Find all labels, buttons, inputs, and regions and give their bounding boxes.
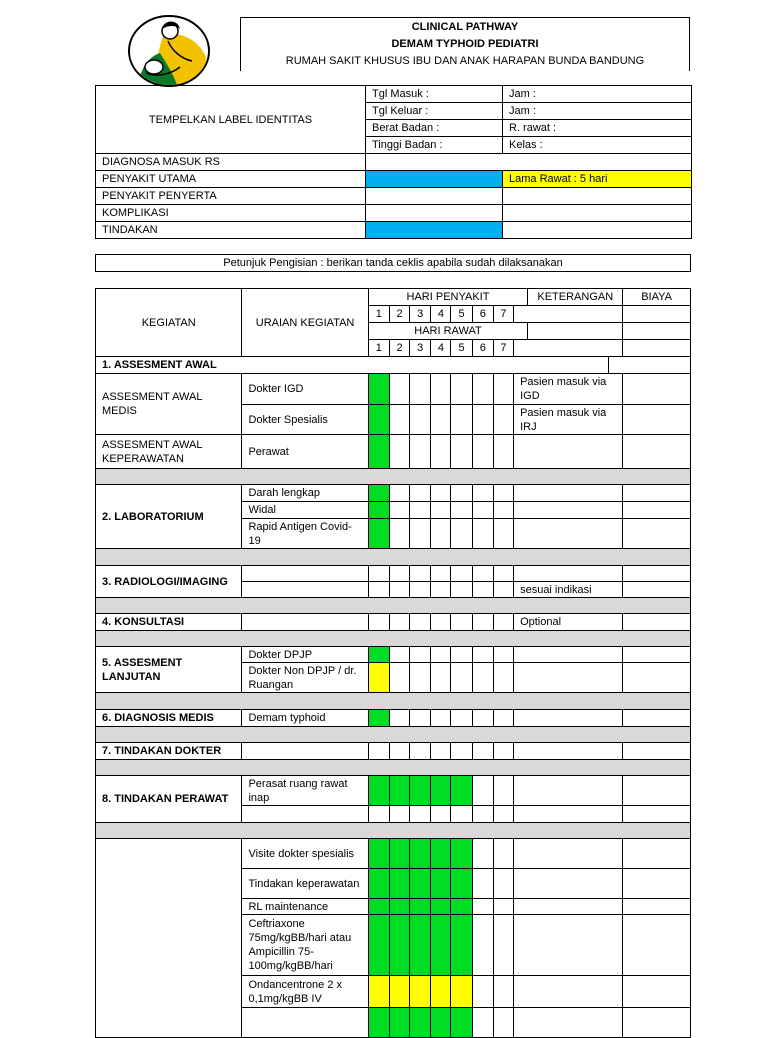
tindakan-field[interactable] — [366, 222, 503, 239]
check-cell[interactable] — [451, 374, 472, 405]
check-cell[interactable] — [431, 374, 451, 405]
uraian-cell[interactable] — [242, 566, 368, 582]
check-cell[interactable] — [451, 405, 472, 435]
check-cell[interactable] — [431, 915, 451, 976]
hospital-logo — [128, 15, 210, 87]
check-cell[interactable] — [472, 839, 493, 869]
check-cell[interactable] — [472, 502, 493, 519]
check-cell[interactable] — [451, 710, 472, 727]
section-terapi-empty — [96, 839, 242, 1038]
check-cell[interactable] — [451, 839, 472, 869]
check-cell[interactable] — [368, 405, 389, 435]
hari-rawat-header: HARI RAWAT — [368, 323, 528, 340]
col-uraian-header: URAIAN KEGIATAN — [242, 289, 368, 357]
hr-day-7: 7 — [493, 340, 513, 357]
keterangan-cell[interactable] — [514, 435, 623, 469]
biaya-cell[interactable] — [623, 710, 691, 727]
check-cell[interactable] — [431, 502, 451, 519]
section-assesment-awal: 1. ASSESMENT AWAL — [96, 357, 609, 374]
check-cell[interactable] — [472, 743, 493, 760]
diagnosa-masuk-field[interactable] — [366, 154, 692, 171]
check-cell[interactable] — [389, 1008, 409, 1038]
check-cell[interactable] — [368, 976, 389, 1008]
check-cell[interactable] — [493, 519, 513, 549]
check-cell[interactable] — [472, 976, 493, 1008]
biaya-cell[interactable] — [623, 806, 691, 823]
keterangan-cell[interactable] — [514, 663, 623, 693]
check-cell[interactable] — [451, 502, 472, 519]
check-cell[interactable] — [493, 405, 513, 435]
hr-day-biaya-empty — [623, 340, 691, 357]
check-cell[interactable] — [451, 776, 472, 806]
check-cell[interactable] — [368, 776, 389, 806]
check-cell[interactable] — [431, 743, 451, 760]
separator-row — [96, 631, 691, 647]
check-cell[interactable] — [431, 663, 451, 693]
hp-day-2: 2 — [389, 306, 409, 323]
biaya-cell[interactable] — [623, 582, 691, 598]
check-cell[interactable] — [389, 915, 409, 976]
check-cell[interactable] — [368, 374, 389, 405]
check-cell[interactable] — [493, 614, 513, 631]
check-cell[interactable] — [410, 899, 431, 915]
keterangan-cell[interactable] — [514, 839, 623, 869]
document-subtitle: DEMAM TYPHOID PEDIATRI — [391, 38, 539, 50]
check-cell[interactable] — [368, 614, 389, 631]
check-cell[interactable] — [493, 869, 513, 899]
check-cell[interactable] — [410, 806, 431, 823]
check-cell[interactable] — [368, 839, 389, 869]
check-cell[interactable] — [451, 1008, 472, 1038]
check-cell[interactable] — [410, 869, 431, 899]
check-cell[interactable] — [389, 663, 409, 693]
check-cell[interactable] — [368, 899, 389, 915]
section-diagnosis-medis: 6. DIAGNOSIS MEDIS — [96, 710, 242, 727]
section-assesment-awal-empty — [609, 357, 691, 374]
separator-row — [96, 693, 691, 710]
check-cell[interactable] — [410, 1008, 431, 1038]
check-cell[interactable] — [368, 519, 389, 549]
check-cell[interactable] — [410, 502, 431, 519]
check-cell[interactable] — [472, 405, 493, 435]
visite-dokter-label: Visite dokter spesialis — [242, 839, 368, 869]
check-cell[interactable] — [368, 485, 389, 502]
perasat-label: Perasat ruang rawat inap — [242, 776, 368, 806]
hp-biaya-empty — [623, 306, 691, 323]
check-cell[interactable] — [493, 435, 513, 469]
keterangan-irj: Pasien masuk via IRJ — [514, 405, 623, 435]
check-cell[interactable] — [493, 839, 513, 869]
check-cell[interactable] — [368, 806, 389, 823]
check-cell[interactable] — [389, 566, 409, 582]
check-cell[interactable] — [493, 776, 513, 806]
check-cell[interactable] — [493, 485, 513, 502]
biaya-cell[interactable] — [623, 743, 691, 760]
check-cell[interactable] — [493, 976, 513, 1008]
kelas-field[interactable]: Kelas : — [503, 137, 692, 154]
check-cell[interactable] — [431, 899, 451, 915]
section-radiologi: 3. RADIOLOGI/IMAGING — [96, 566, 242, 598]
section-tindakan-dokter: 7. TINDAKAN DOKTER — [96, 743, 242, 760]
check-cell[interactable] — [451, 743, 472, 760]
uraian-cell[interactable] — [242, 743, 368, 760]
assesment-awal-keperawatan-label: ASSESMENT AWAL KEPERAWATAN — [96, 435, 242, 469]
uraian-cell[interactable] — [242, 614, 368, 631]
keterangan-cell[interactable] — [514, 869, 623, 899]
hp-day-4: 4 — [431, 306, 451, 323]
check-cell[interactable] — [451, 869, 472, 899]
col-kegiatan-header: KEGIATAN — [96, 289, 242, 357]
hp-day-6: 6 — [472, 306, 493, 323]
tindakan-label: TINDAKAN — [96, 222, 366, 239]
komplikasi-field[interactable] — [366, 205, 503, 222]
check-cell[interactable] — [410, 614, 431, 631]
check-cell[interactable] — [472, 582, 493, 598]
hari-penyakit-header: HARI PENYAKIT — [368, 289, 528, 306]
berat-badan-field[interactable]: Berat Badan : — [366, 120, 503, 137]
jam-masuk-field[interactable]: Jam : — [503, 86, 692, 103]
keterangan-cell[interactable] — [514, 743, 623, 760]
check-cell[interactable] — [410, 976, 431, 1008]
check-cell[interactable] — [389, 776, 409, 806]
check-cell[interactable] — [431, 405, 451, 435]
komplikasi-extra[interactable] — [503, 205, 692, 222]
check-cell[interactable] — [472, 485, 493, 502]
check-cell[interactable] — [493, 374, 513, 405]
check-cell[interactable] — [389, 839, 409, 869]
check-cell[interactable] — [472, 710, 493, 727]
check-cell[interactable] — [368, 582, 389, 598]
check-cell[interactable] — [451, 485, 472, 502]
hr-ket-empty — [528, 323, 623, 340]
uraian-cell[interactable] — [242, 806, 368, 823]
keterangan-optional: Optional — [514, 614, 623, 631]
jam-keluar-field[interactable]: Jam : — [503, 103, 692, 120]
check-cell[interactable] — [431, 839, 451, 869]
biaya-header: BIAYA — [623, 289, 691, 306]
check-cell[interactable] — [451, 663, 472, 693]
check-cell[interactable] — [451, 976, 472, 1008]
check-cell[interactable] — [389, 869, 409, 899]
check-cell[interactable] — [389, 435, 409, 469]
hr-day-5: 5 — [451, 340, 472, 357]
biaya-cell[interactable] — [623, 614, 691, 631]
check-cell[interactable] — [431, 566, 451, 582]
check-cell[interactable] — [410, 915, 431, 976]
check-cell[interactable] — [451, 647, 472, 663]
check-cell[interactable] — [368, 663, 389, 693]
separator-row — [96, 598, 691, 614]
check-cell[interactable] — [410, 776, 431, 806]
biaya-cell[interactable] — [623, 566, 691, 582]
penyakit-utama-label: PENYAKIT UTAMA — [96, 171, 366, 188]
keterangan-cell[interactable] — [514, 806, 623, 823]
biaya-cell[interactable] — [623, 915, 691, 976]
check-cell[interactable] — [451, 614, 472, 631]
check-cell[interactable] — [410, 647, 431, 663]
check-cell[interactable] — [472, 566, 493, 582]
check-cell[interactable] — [410, 663, 431, 693]
check-cell[interactable] — [451, 519, 472, 549]
check-cell[interactable] — [368, 710, 389, 727]
keterangan-igd: Pasien masuk via IGD — [514, 374, 623, 405]
check-cell[interactable] — [431, 519, 451, 549]
tindakan-extra[interactable] — [503, 222, 692, 239]
check-cell[interactable] — [451, 806, 472, 823]
check-cell[interactable] — [389, 519, 409, 549]
assesment-awal-medis-label: ASSESMENT AWAL MEDIS — [96, 374, 242, 435]
check-cell[interactable] — [368, 1008, 389, 1038]
check-cell[interactable] — [431, 485, 451, 502]
check-cell[interactable] — [472, 663, 493, 693]
uraian-cell[interactable] — [242, 1008, 368, 1038]
keterangan-cell[interactable] — [514, 710, 623, 727]
pathway-table — [95, 288, 691, 1038]
check-cell[interactable] — [368, 915, 389, 976]
check-cell[interactable] — [389, 743, 409, 760]
penyakit-penyerta-label: PENYAKIT PENYERTA — [96, 188, 366, 205]
check-cell[interactable] — [472, 647, 493, 663]
biaya-cell[interactable] — [623, 976, 691, 1008]
check-cell[interactable] — [368, 502, 389, 519]
check-cell[interactable] — [410, 374, 431, 405]
lama-rawat-label: Lama Rawat : 5 hari — [503, 171, 692, 188]
check-cell[interactable] — [368, 435, 389, 469]
separator-row — [96, 823, 691, 839]
biaya-cell[interactable] — [623, 869, 691, 899]
biaya-cell[interactable] — [623, 776, 691, 806]
check-cell[interactable] — [389, 374, 409, 405]
biaya-cell[interactable] — [623, 374, 691, 405]
hr-day-6: 6 — [472, 340, 493, 357]
biaya-cell[interactable] — [623, 663, 691, 693]
dokter-spesialis-label: Dokter Spesialis — [242, 405, 368, 435]
tindakan-keperawatan-label: Tindakan keperawatan — [242, 869, 368, 899]
section-konsultasi: 4. KONSULTASI — [96, 614, 242, 631]
check-cell[interactable] — [431, 1008, 451, 1038]
check-cell[interactable] — [451, 566, 472, 582]
check-cell[interactable] — [389, 710, 409, 727]
check-cell[interactable] — [389, 976, 409, 1008]
biaya-cell[interactable] — [623, 647, 691, 663]
check-cell[interactable] — [431, 710, 451, 727]
check-cell[interactable] — [431, 614, 451, 631]
keterangan-cell[interactable] — [514, 776, 623, 806]
check-cell[interactable] — [410, 743, 431, 760]
check-cell[interactable] — [472, 435, 493, 469]
check-cell[interactable] — [493, 710, 513, 727]
ondancentrone-label: Ondancentrone 2 x 0,1mg/kgBB IV — [242, 976, 368, 1008]
hp-day-empty — [514, 306, 623, 323]
biaya-cell[interactable] — [623, 1008, 691, 1038]
check-cell[interactable] — [493, 566, 513, 582]
check-cell[interactable] — [472, 374, 493, 405]
biaya-cell[interactable] — [623, 502, 691, 519]
separator-row — [96, 760, 691, 776]
hr-biaya-empty — [623, 323, 691, 340]
keterangan-cell[interactable] — [514, 1008, 623, 1038]
darah-lengkap-label: Darah lengkap — [242, 485, 368, 502]
check-cell[interactable] — [472, 614, 493, 631]
dokter-non-dpjp-label: Dokter Non DPJP / dr. Ruangan — [242, 663, 368, 693]
section-assesment-lanjutan: 5. ASSESMENT LANJUTAN — [96, 647, 242, 693]
check-cell[interactable] — [431, 976, 451, 1008]
section-tindakan-perawat: 8. TINDAKAN PERAWAT — [96, 776, 242, 823]
biaya-cell[interactable] — [623, 839, 691, 869]
check-cell[interactable] — [431, 869, 451, 899]
check-cell[interactable] — [451, 435, 472, 469]
check-cell[interactable] — [368, 869, 389, 899]
identity-label-box[interactable]: TEMPELKAN LABEL IDENTITAS — [96, 86, 366, 154]
check-cell[interactable] — [389, 806, 409, 823]
check-cell[interactable] — [493, 502, 513, 519]
document-title: CLINICAL PATHWAY — [411, 21, 519, 33]
check-cell[interactable] — [389, 899, 409, 915]
check-cell[interactable] — [472, 776, 493, 806]
keterangan-cell[interactable] — [514, 976, 623, 1008]
tgl-keluar-field[interactable]: Tgl Keluar : — [366, 103, 503, 120]
check-cell[interactable] — [431, 776, 451, 806]
komplikasi-label: KOMPLIKASI — [96, 205, 366, 222]
ruang-rawat-field[interactable]: R. rawat : — [503, 120, 692, 137]
hp-day-5: 5 — [451, 306, 472, 323]
keterangan-cell[interactable] — [514, 519, 623, 549]
hp-day-1: 1 — [368, 306, 389, 323]
check-cell[interactable] — [431, 647, 451, 663]
dokter-igd-label: Dokter IGD — [242, 374, 368, 405]
keterangan-header: KETERANGAN — [528, 289, 623, 306]
check-cell[interactable] — [493, 663, 513, 693]
tgl-masuk-field[interactable]: Tgl Masuk : — [366, 86, 503, 103]
uraian-cell[interactable] — [242, 582, 368, 598]
check-cell[interactable] — [431, 582, 451, 598]
check-cell[interactable] — [431, 806, 451, 823]
hr-day-4: 4 — [431, 340, 451, 357]
check-cell[interactable] — [389, 405, 409, 435]
section-laboratorium: 2. LABORATORIUM — [96, 485, 242, 549]
separator-row — [96, 549, 691, 566]
keterangan-cell[interactable] — [514, 915, 623, 976]
check-cell[interactable] — [493, 582, 513, 598]
check-cell[interactable] — [389, 647, 409, 663]
check-cell[interactable] — [493, 899, 513, 915]
penyakit-penyerta-extra[interactable] — [503, 188, 692, 205]
check-cell[interactable] — [410, 519, 431, 549]
diagnosa-masuk-label: DIAGNOSA MASUK RS — [96, 154, 366, 171]
check-cell[interactable] — [451, 915, 472, 976]
penyakit-utama-field[interactable] — [366, 171, 503, 188]
penyakit-penyerta-field[interactable] — [366, 188, 503, 205]
check-cell[interactable] — [389, 485, 409, 502]
keterangan-cell[interactable] — [514, 485, 623, 502]
check-cell[interactable] — [472, 1008, 493, 1038]
check-cell[interactable] — [431, 435, 451, 469]
rapid-antigen-label: Rapid Antigen Covid-19 — [242, 519, 368, 549]
check-cell[interactable] — [410, 485, 431, 502]
check-cell[interactable] — [410, 566, 431, 582]
check-cell[interactable] — [410, 839, 431, 869]
widal-label: Widal — [242, 502, 368, 519]
hr-day-2: 2 — [389, 340, 409, 357]
check-cell[interactable] — [493, 1008, 513, 1038]
check-cell[interactable] — [493, 743, 513, 760]
biaya-cell[interactable] — [623, 899, 691, 915]
check-cell[interactable] — [368, 566, 389, 582]
check-cell[interactable] — [451, 899, 472, 915]
check-cell[interactable] — [472, 869, 493, 899]
check-cell[interactable] — [493, 915, 513, 976]
hp-day-3: 3 — [410, 306, 431, 323]
tinggi-badan-field[interactable]: Tinggi Badan : — [366, 137, 503, 154]
keterangan-cell[interactable] — [514, 566, 623, 582]
biaya-cell[interactable] — [623, 435, 691, 469]
separator-row — [96, 469, 691, 485]
ceftriaxone-label: Ceftriaxone 75mg/kgBB/hari atau Ampicillin 75-100mg/kgBB/hari — [242, 915, 368, 976]
keterangan-cell[interactable] — [514, 899, 623, 915]
rl-maintenance-label: RL maintenance — [242, 899, 368, 915]
identity-table — [95, 85, 692, 239]
hr-day-1: 1 — [368, 340, 389, 357]
check-cell[interactable] — [472, 519, 493, 549]
perawat-label: Perawat — [242, 435, 368, 469]
check-cell[interactable] — [368, 743, 389, 760]
instruction-text: Petunjuk Pengisian : berikan tanda ceklis apabila sudah dilaksanakan — [95, 254, 691, 272]
check-cell[interactable] — [472, 915, 493, 976]
biaya-cell[interactable] — [623, 405, 691, 435]
keterangan-cell[interactable] — [514, 502, 623, 519]
hr-day-empty — [514, 340, 623, 357]
check-cell[interactable] — [410, 710, 431, 727]
check-cell[interactable] — [410, 405, 431, 435]
check-cell[interactable] — [389, 582, 409, 598]
demam-typhoid-label: Demam typhoid — [242, 710, 368, 727]
check-cell[interactable] — [451, 582, 472, 598]
separator-row — [96, 727, 691, 743]
hospital-name: RUMAH SAKIT KHUSUS IBU DAN ANAK HARAPAN BUNDA BANDUNG — [285, 55, 645, 67]
hr-day-3: 3 — [410, 340, 431, 357]
check-cell[interactable] — [472, 899, 493, 915]
check-cell[interactable] — [493, 647, 513, 663]
document-header — [240, 17, 690, 71]
keterangan-sesuai-indikasi: sesuai indikasi — [514, 582, 623, 598]
check-cell[interactable] — [410, 582, 431, 598]
biaya-cell[interactable] — [623, 485, 691, 502]
check-cell[interactable] — [472, 806, 493, 823]
biaya-cell[interactable] — [623, 519, 691, 549]
check-cell[interactable] — [493, 806, 513, 823]
hp-day-7: 7 — [493, 306, 513, 323]
check-cell[interactable] — [389, 502, 409, 519]
check-cell[interactable] — [368, 647, 389, 663]
keterangan-cell[interactable] — [514, 647, 623, 663]
dokter-dpjp-label: Dokter DPJP — [242, 647, 368, 663]
check-cell[interactable] — [410, 435, 431, 469]
check-cell[interactable] — [389, 614, 409, 631]
